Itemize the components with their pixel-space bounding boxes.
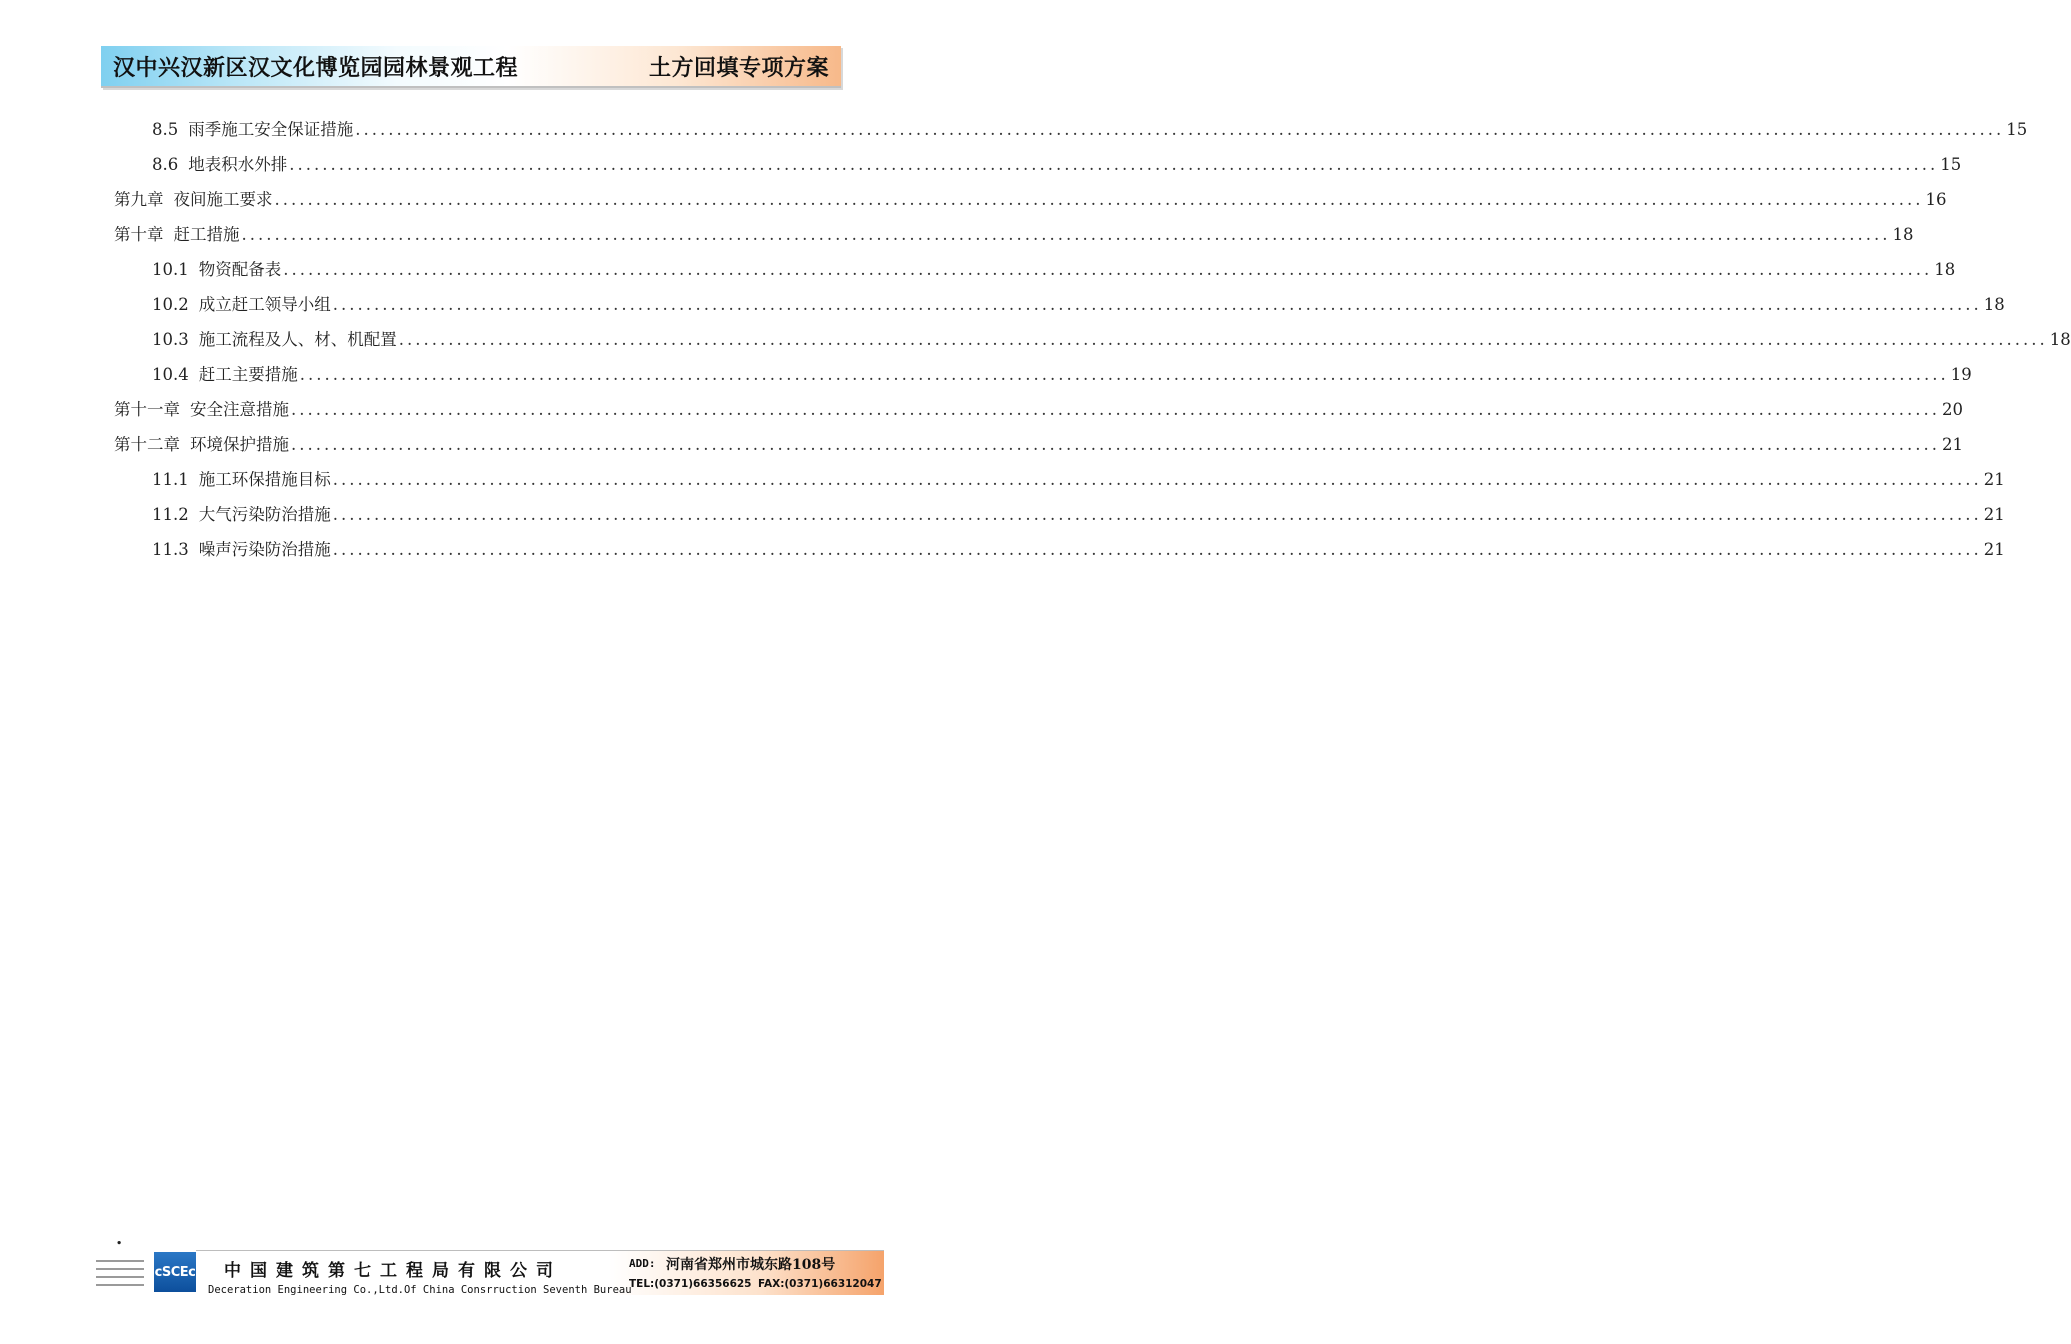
toc-title: 赶工措施 [173, 225, 240, 244]
toc-title: 环境保护措施 [190, 435, 289, 454]
toc-number: 第十章 [114, 225, 164, 244]
toc-title: 成立赶工领导小组 [198, 295, 331, 314]
fax: FAX:(0371)66312047 [758, 1278, 882, 1290]
project-title: 汉中兴汉新区汉文化博览园园林景观工程 [113, 56, 519, 81]
toc-entry[interactable] [152, 326, 2071, 354]
toc-page: 18 [1983, 295, 2005, 314]
toc-page: 18 [1934, 260, 1956, 279]
toc-number: 10.3 [152, 330, 189, 349]
toc-entry[interactable] [152, 536, 2005, 564]
toc-leader: ........................................................................................................................................................................................................ [332, 505, 1982, 524]
toc-leader: ........................................................................................................................................................................................................ [299, 365, 1949, 384]
toc-leader: ........................................................................................................................................................................................................ [291, 435, 1940, 454]
toc-page: 21 [1983, 540, 2005, 559]
address-text: 河南省郑州市城东路108号 [666, 1257, 836, 1273]
company-name-cn: 中国建筑第七工程局有限公司 [224, 1261, 562, 1281]
toc-leader: ........................................................................................................................................................................................................ [274, 190, 1924, 209]
toc-leader: ........................................................................................................................................................................................................ [241, 225, 1891, 244]
toc-page: 21 [1983, 470, 2005, 489]
toc-title: 施工环保措施目标 [198, 470, 331, 489]
toc-entry[interactable] [152, 291, 2005, 319]
toc-title: 赶工主要措施 [198, 365, 298, 384]
toc-entry[interactable] [152, 501, 2005, 529]
page-footer [96, 1248, 884, 1296]
toc-leader: ........................................................................................................................................................................................................ [332, 295, 1982, 314]
footer-dot: . [116, 1228, 123, 1249]
toc-page: 20 [1941, 400, 1963, 419]
toc-entry[interactable] [114, 396, 1963, 424]
toc-page: 21 [1983, 505, 2005, 524]
toc-number: 11.2 [152, 505, 189, 524]
toc-leader: ........................................................................................................................................................................................................ [291, 400, 1940, 419]
toc-page: 19 [1950, 365, 1972, 384]
toc-entry[interactable] [152, 256, 1956, 284]
cscec-logo: cSCEc [154, 1252, 196, 1292]
toc-number: 第十一章 [114, 400, 180, 419]
toc-title: 物资配备表 [198, 260, 282, 279]
toc-title: 大气污染防治措施 [198, 505, 331, 524]
toc-number: 第九章 [114, 190, 164, 209]
toc-page: 18 [2049, 330, 2071, 349]
toc-number: 第十二章 [114, 435, 180, 454]
toc-entry[interactable] [152, 361, 1972, 389]
toc-number: 10.1 [152, 260, 189, 279]
address-label: ADD: [629, 1257, 656, 1270]
toc-page: 16 [1925, 190, 1947, 209]
toc-number: 10.2 [152, 295, 189, 314]
toc-page: 18 [1892, 225, 1914, 244]
footer-stripes-graphic [96, 1256, 144, 1292]
toc-entry[interactable] [152, 151, 1962, 179]
toc-leader: ........................................................................................................................................................................................................ [289, 155, 1939, 174]
toc-title: 施工流程及人、材、机配置 [198, 330, 397, 349]
toc-entry[interactable] [114, 186, 1947, 214]
toc-page: 15 [1940, 155, 1962, 174]
toc-number: 8.5 [152, 120, 179, 139]
toc-number: 8.6 [152, 155, 179, 174]
toc-page: 15 [2006, 120, 2028, 139]
telephone: TEL:(0371)66356625 [629, 1278, 752, 1290]
company-name-en: Deceration Engineering Co.,Ltd.Of China Consrruction Seventh Bureau [208, 1284, 632, 1296]
toc-page: 21 [1941, 435, 1963, 454]
toc-leader: ........................................................................................................................................................................................................ [355, 120, 2005, 139]
document-subtitle: 土方回填专项方案 [648, 56, 829, 81]
toc-leader: ........................................................................................................................................................................................................ [398, 330, 2048, 349]
toc-entry[interactable] [152, 116, 2028, 144]
toc-entry[interactable] [114, 221, 1914, 249]
toc-number: 11.3 [152, 540, 189, 559]
toc-title: 地表积水外排 [188, 155, 288, 174]
toc-leader: ........................................................................................................................................................................................................ [283, 260, 1933, 279]
toc-title: 雨季施工安全保证措施 [188, 120, 354, 139]
toc-number: 11.1 [152, 470, 189, 489]
toc-title: 安全注意措施 [190, 400, 289, 419]
toc-title: 夜间施工要求 [173, 190, 273, 209]
toc-title: 噪声污染防治措施 [198, 540, 331, 559]
toc-entry[interactable] [114, 431, 1963, 459]
toc-leader: ........................................................................................................................................................................................................ [332, 540, 1982, 559]
toc-number: 10.4 [152, 365, 189, 384]
toc-entry[interactable] [152, 466, 2005, 494]
page-header [101, 46, 841, 88]
toc-leader: ........................................................................................................................................................................................................ [332, 470, 1982, 489]
